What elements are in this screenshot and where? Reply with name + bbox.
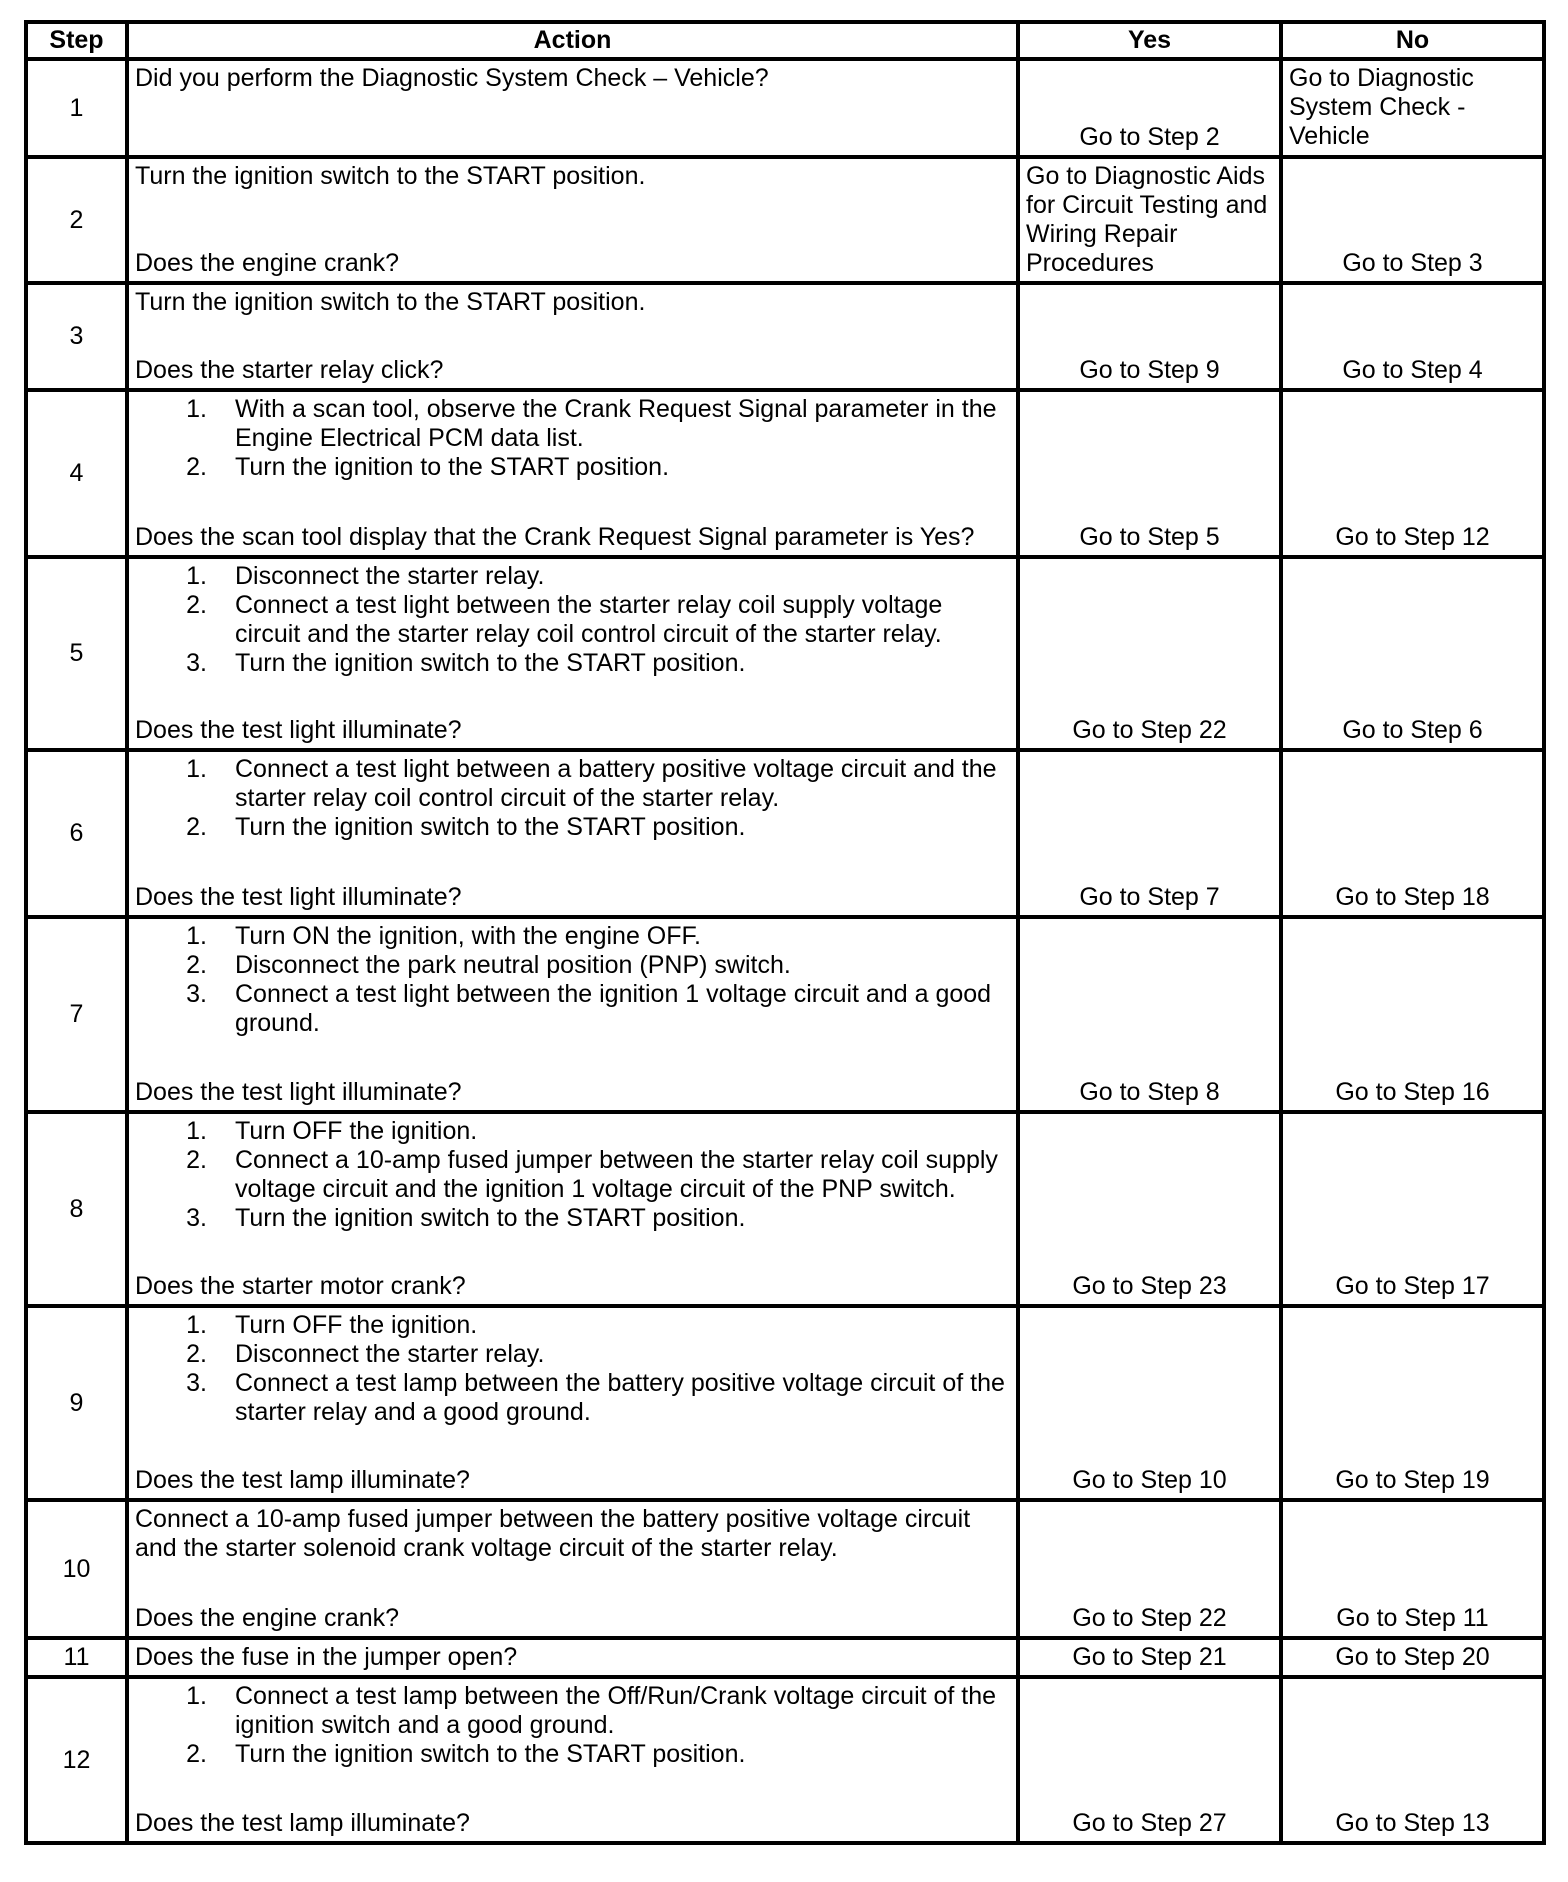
diagnostic-table-container xyxy=(24,20,1542,1845)
action-cell xyxy=(127,59,1018,157)
list-item-number: 1. xyxy=(186,922,207,950)
action-instructions xyxy=(135,1505,1010,1563)
list-item xyxy=(135,395,1010,453)
yes-outcome: Go to Step 23 xyxy=(1018,1112,1281,1306)
list-item xyxy=(135,1204,1010,1233)
yes-outcome: Go to Diagnostic Aids for Circuit Testing and Wiring Repair Procedures xyxy=(1018,157,1281,283)
list-item-number: 3. xyxy=(186,1369,207,1397)
list-item-number: 1. xyxy=(186,1117,207,1145)
action-step-list xyxy=(135,1117,1010,1233)
list-item-text: With a scan tool, observe the Crank Request Signal parameter in the Engine Electrical PCM data list. xyxy=(235,395,997,452)
action-content xyxy=(135,1643,1010,1671)
list-item-text: Turn OFF the ignition. xyxy=(235,1117,478,1145)
list-item-text: Turn OFF the ignition. xyxy=(235,1311,478,1339)
list-item-text: Connect a 10-amp fused jumper between the starter relay coil supply voltage circuit and the ignition 1 voltage circuit of the PNP switch. xyxy=(235,1146,998,1203)
yes-outcome: Go to Step 21 xyxy=(1018,1638,1281,1677)
no-outcome: Go to Step 12 xyxy=(1281,390,1544,557)
action-question: Does the test light illuminate? xyxy=(135,716,462,744)
step-number: 7 xyxy=(26,917,127,1112)
list-item-number: 1. xyxy=(186,1682,207,1710)
diagnostic-table xyxy=(24,20,1546,1845)
list-item xyxy=(135,1682,1010,1740)
action-step-list xyxy=(135,562,1010,678)
action-question: Does the test light illuminate? xyxy=(135,1078,462,1106)
table-row xyxy=(26,59,1544,157)
action-content xyxy=(135,288,1010,385)
action-intro-text: Connect a 10-amp fused jumper between the battery positive voltage circuit and the starter solenoid crank voltage circuit of the starter relay. xyxy=(135,1505,971,1562)
action-cell xyxy=(127,1638,1018,1677)
yes-outcome: Go to Step 2 xyxy=(1018,59,1281,157)
list-item-number: 3. xyxy=(186,649,207,677)
step-number: 2 xyxy=(26,157,127,283)
yes-outcome: Go to Step 22 xyxy=(1018,557,1281,750)
table-row xyxy=(26,917,1544,1112)
action-question: Does the starter motor crank? xyxy=(135,1272,466,1300)
action-cell xyxy=(127,390,1018,557)
list-item xyxy=(135,562,1010,591)
action-question: Does the engine crank? xyxy=(135,249,400,277)
action-question: Does the scan tool display that the Crank Request Signal parameter is Yes? xyxy=(135,523,975,551)
list-item-number: 2. xyxy=(186,1740,207,1768)
list-item-number: 3. xyxy=(186,980,207,1008)
step-number: 9 xyxy=(26,1306,127,1500)
list-item-text: Turn the ignition to the START position. xyxy=(235,453,670,481)
list-item xyxy=(135,980,1010,1038)
list-item-text: Disconnect the starter relay. xyxy=(235,1340,545,1368)
action-cell xyxy=(127,1112,1018,1306)
list-item-text: Connect a test light between a battery positive voltage circuit and the starter relay coil control circuit of the starter relay. xyxy=(235,755,997,812)
yes-outcome: Go to Step 9 xyxy=(1018,283,1281,390)
action-cell xyxy=(127,917,1018,1112)
action-step-list xyxy=(135,1682,1010,1769)
step-number: 5 xyxy=(26,557,127,750)
action-cell xyxy=(127,557,1018,750)
no-outcome: Go to Step 17 xyxy=(1281,1112,1544,1306)
list-item-text: Turn the ignition switch to the START position. xyxy=(235,649,746,677)
action-question: Does the starter relay click? xyxy=(135,356,444,384)
table-row xyxy=(26,1677,1544,1843)
list-item xyxy=(135,1117,1010,1146)
action-instructions xyxy=(135,562,1010,678)
list-item-number: 3. xyxy=(186,1204,207,1232)
step-number: 1 xyxy=(26,59,127,157)
action-cell xyxy=(127,750,1018,917)
action-instructions xyxy=(135,755,1010,842)
list-item-text: Connect a test lamp between the Off/Run/Crank voltage circuit of the ignition switch and a good ground. xyxy=(235,1682,997,1739)
table-row xyxy=(26,1500,1544,1638)
no-outcome: Go to Step 16 xyxy=(1281,917,1544,1112)
action-step-list xyxy=(135,755,1010,842)
action-cell xyxy=(127,157,1018,283)
step-number: 10 xyxy=(26,1500,127,1638)
list-item-number: 1. xyxy=(186,1311,207,1339)
list-item xyxy=(135,813,1010,842)
action-question: Does the test lamp illuminate? xyxy=(135,1466,470,1494)
no-outcome: Go to Step 19 xyxy=(1281,1306,1544,1500)
list-item-number: 1. xyxy=(186,395,207,423)
table-row xyxy=(26,390,1544,557)
step-number: 3 xyxy=(26,283,127,390)
list-item xyxy=(135,1340,1010,1369)
table-row xyxy=(26,1638,1544,1677)
list-item-number: 1. xyxy=(186,755,207,783)
yes-outcome: Go to Step 22 xyxy=(1018,1500,1281,1638)
list-item xyxy=(135,922,1010,951)
step-number: 11 xyxy=(26,1638,127,1677)
action-cell xyxy=(127,283,1018,390)
list-item-number: 2. xyxy=(186,813,207,841)
action-step-list xyxy=(135,922,1010,1038)
header-step: Step xyxy=(26,22,127,59)
action-content xyxy=(135,1311,1010,1495)
yes-outcome: Go to Step 10 xyxy=(1018,1306,1281,1500)
action-content xyxy=(135,395,1010,552)
list-item-number: 1. xyxy=(186,562,207,590)
header-action: Action xyxy=(127,22,1018,59)
yes-outcome: Go to Step 8 xyxy=(1018,917,1281,1112)
list-item-text: Turn the ignition switch to the START position. xyxy=(235,813,746,841)
action-instructions xyxy=(135,395,1010,482)
list-item xyxy=(135,1369,1010,1427)
list-item-number: 2. xyxy=(186,591,207,619)
list-item xyxy=(135,1740,1010,1769)
action-intro-text: Turn the ignition switch to the START position. xyxy=(135,288,646,316)
action-content xyxy=(135,1505,1010,1633)
action-cell xyxy=(127,1677,1018,1843)
list-item xyxy=(135,951,1010,980)
action-question: Does the fuse in the jumper open? xyxy=(135,1642,518,1671)
action-question: Did you perform the Diagnostic System Check – Vehicle? xyxy=(135,64,769,92)
list-item-text: Turn ON the ignition, with the engine OFF. xyxy=(235,922,701,950)
list-item-number: 2. xyxy=(186,951,207,979)
list-item-number: 2. xyxy=(186,1340,207,1368)
step-number: 12 xyxy=(26,1677,127,1843)
table-row xyxy=(26,157,1544,283)
list-item-text: Connect a test lamp between the battery positive voltage circuit of the starter relay and a good ground. xyxy=(235,1369,1005,1426)
action-cell xyxy=(127,1306,1018,1500)
action-instructions xyxy=(135,1682,1010,1769)
table-row xyxy=(26,557,1544,750)
no-outcome: Go to Step 3 xyxy=(1281,157,1544,283)
action-content xyxy=(135,562,1010,745)
action-instructions xyxy=(135,1311,1010,1427)
action-content xyxy=(135,922,1010,1107)
list-item-number: 2. xyxy=(186,453,207,481)
list-item-text: Connect a test light between the ignition 1 voltage circuit and a good ground. xyxy=(235,980,992,1037)
no-outcome: Go to Diagnostic System Check - Vehicle xyxy=(1281,59,1544,157)
list-item xyxy=(135,1311,1010,1340)
list-item-text: Turn the ignition switch to the START position. xyxy=(235,1204,746,1232)
no-outcome: Go to Step 13 xyxy=(1281,1677,1544,1843)
no-outcome: Go to Step 20 xyxy=(1281,1638,1544,1677)
yes-outcome: Go to Step 7 xyxy=(1018,750,1281,917)
list-item-text: Disconnect the starter relay. xyxy=(235,562,545,590)
action-content xyxy=(135,755,1010,912)
step-number: 8 xyxy=(26,1112,127,1306)
no-outcome: Go to Step 18 xyxy=(1281,750,1544,917)
step-number: 6 xyxy=(26,750,127,917)
action-content xyxy=(135,1117,1010,1301)
action-content xyxy=(135,1682,1010,1838)
header-yes: Yes xyxy=(1018,22,1281,59)
header-no: No xyxy=(1281,22,1544,59)
list-item-text: Connect a test light between the starter relay coil supply voltage circuit and the starter relay coil control circuit of the starter relay. xyxy=(235,591,943,648)
action-intro-text: Turn the ignition switch to the START position. xyxy=(135,162,646,190)
action-step-list xyxy=(135,395,1010,482)
no-outcome: Go to Step 11 xyxy=(1281,1500,1544,1638)
action-instructions xyxy=(135,1117,1010,1233)
action-question: Does the test lamp illuminate? xyxy=(135,1809,470,1837)
list-item xyxy=(135,649,1010,678)
no-outcome: Go to Step 4 xyxy=(1281,283,1544,390)
action-instructions xyxy=(135,922,1010,1038)
step-number: 4 xyxy=(26,390,127,557)
table-row xyxy=(26,283,1544,390)
yes-outcome: Go to Step 5 xyxy=(1018,390,1281,557)
table-row xyxy=(26,1306,1544,1500)
yes-outcome: Go to Step 27 xyxy=(1018,1677,1281,1843)
list-item xyxy=(135,591,1010,649)
list-item-text: Turn the ignition switch to the START position. xyxy=(235,1740,746,1768)
list-item-number: 2. xyxy=(186,1146,207,1174)
action-instructions xyxy=(135,288,1010,317)
list-item xyxy=(135,1146,1010,1204)
action-question: Does the test light illuminate? xyxy=(135,883,462,911)
list-item-text: Disconnect the park neutral position (PNP) switch. xyxy=(235,951,791,979)
list-item xyxy=(135,453,1010,482)
action-step-list xyxy=(135,1311,1010,1427)
header-row xyxy=(26,22,1544,59)
table-row xyxy=(26,1112,1544,1306)
list-item xyxy=(135,755,1010,813)
action-cell xyxy=(127,1500,1018,1638)
action-content xyxy=(135,64,1010,152)
action-content xyxy=(135,162,1010,278)
action-question: Does the engine crank? xyxy=(135,1604,400,1632)
table-row xyxy=(26,750,1544,917)
no-outcome: Go to Step 6 xyxy=(1281,557,1544,750)
table-body xyxy=(26,59,1544,1843)
action-instructions xyxy=(135,162,1010,191)
